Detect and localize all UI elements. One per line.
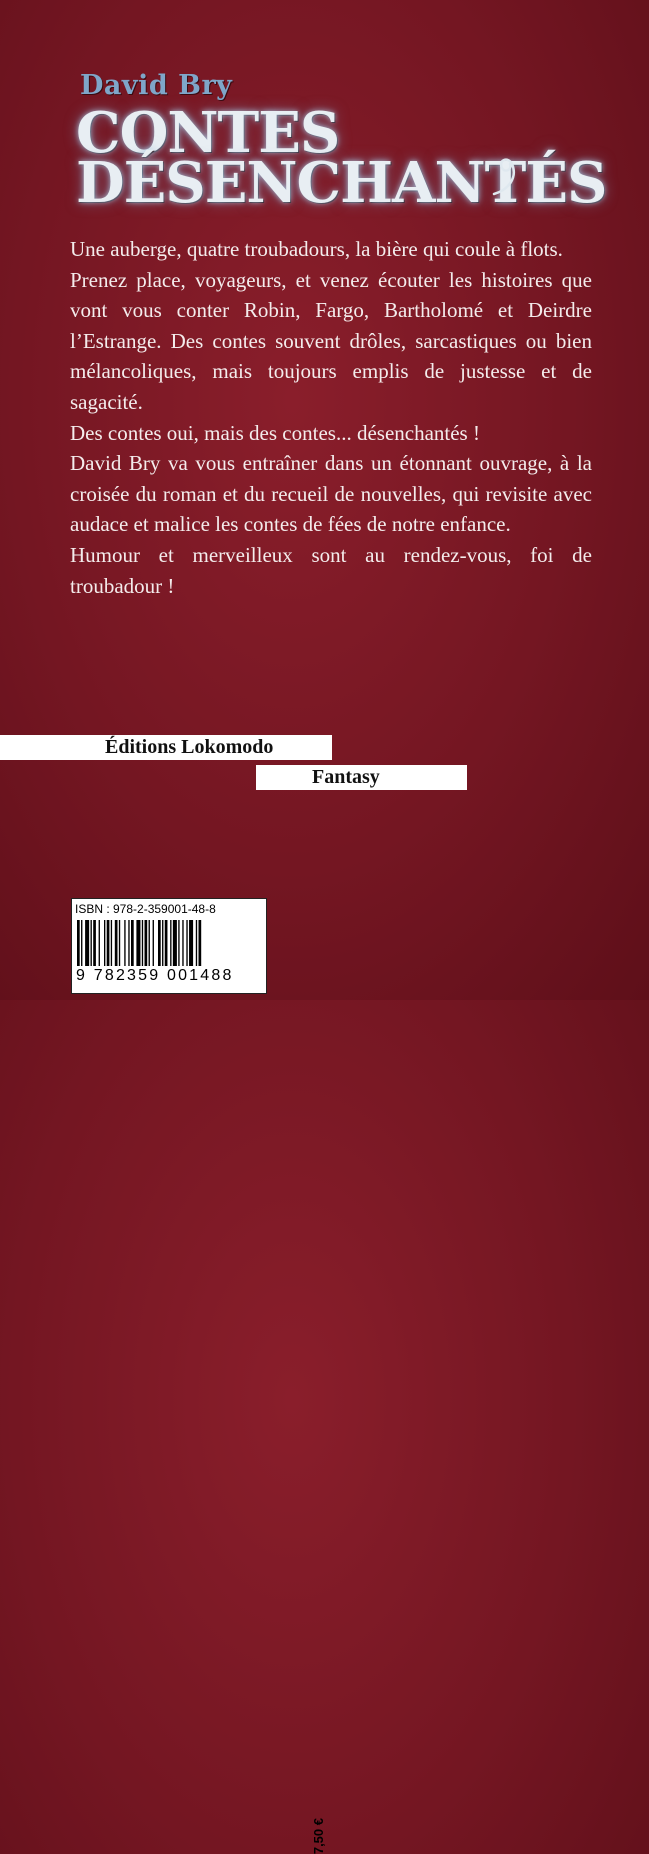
publisher-band [0,735,332,760]
blurb [70,234,592,601]
isbn-barcode-box [71,898,326,1854]
barcode-bar [162,920,163,966]
blurb-paragraph: Des contes oui, mais des contes... désenchantés ! [70,420,480,445]
barcode-bar [119,920,120,966]
barcode-bar [107,920,110,966]
blurb-paragraph: Prenez place, voyageurs, et venez écouter les histoires que vont vous conter Robin, Fargo, Bartholomé et Deirdre l’Estrange. Des contes souvent drôles, sarcastiques ou bien mélancoliques, mais toujours emplis de justesse et de sagacité. [70,267,592,414]
barcode-bar [81,920,82,966]
barcode-bar [124,920,125,966]
barcode-bar [153,920,154,966]
blurb-paragraph: Humour et merveilleux sont au rendez-vous, foi de troubadour ! [70,542,592,598]
barcode-bar [145,920,148,966]
barcode-bar [158,920,161,966]
genre-label: Fantasy [312,766,380,788]
title-swirl-ornament [488,150,528,200]
barcode-bar [173,920,177,966]
barcode-bar [85,920,89,966]
title-line-2: DÉSENCHANTÉS [76,150,607,216]
barcode-bar [131,920,134,966]
title-line-1: CONTES [76,100,340,166]
barcode-bar [196,920,197,966]
barcode-bar [189,920,193,966]
barcode-bar [178,920,179,966]
book-title [76,100,607,216]
price-label: 7,50 € [311,1818,326,1854]
barcode-bar [136,920,140,966]
barcode-bar [182,920,183,966]
barcode-bar [142,920,143,966]
genre-band [256,765,467,790]
barcode-bar [99,920,100,966]
barcode-bar [77,920,80,966]
blurb-paragraph: David Bry va vous entraîner dans un étonnant ouvrage, à la croisée du roman et du recueil de nouvelles, qui revisite avec audace et malice les contes de fées de notre enfance. [70,451,592,537]
barcode-bar [104,920,105,966]
barcode-bar [170,920,171,966]
publisher-name: Éditions Lokomodo [105,736,274,758]
barcode-bar [128,920,129,966]
isbn-number: ISBN : 978-2-359001-48-8 [75,902,216,916]
barcode-bar [93,920,96,966]
barcode [76,920,244,966]
barcode-bar [91,920,92,966]
barcode-bar [165,920,168,966]
barcode-bar [115,920,118,966]
barcode-bar [186,920,187,966]
barcode-bar [111,920,112,966]
blurb-paragraph: Une auberge, quatre troubadours, la bière qui coule à flots. [70,237,563,261]
barcode-digits: 9 782359 001488 [76,967,234,984]
barcode-bar [199,920,202,966]
barcode-bar [149,920,150,966]
author-name: David Bry [80,70,233,101]
